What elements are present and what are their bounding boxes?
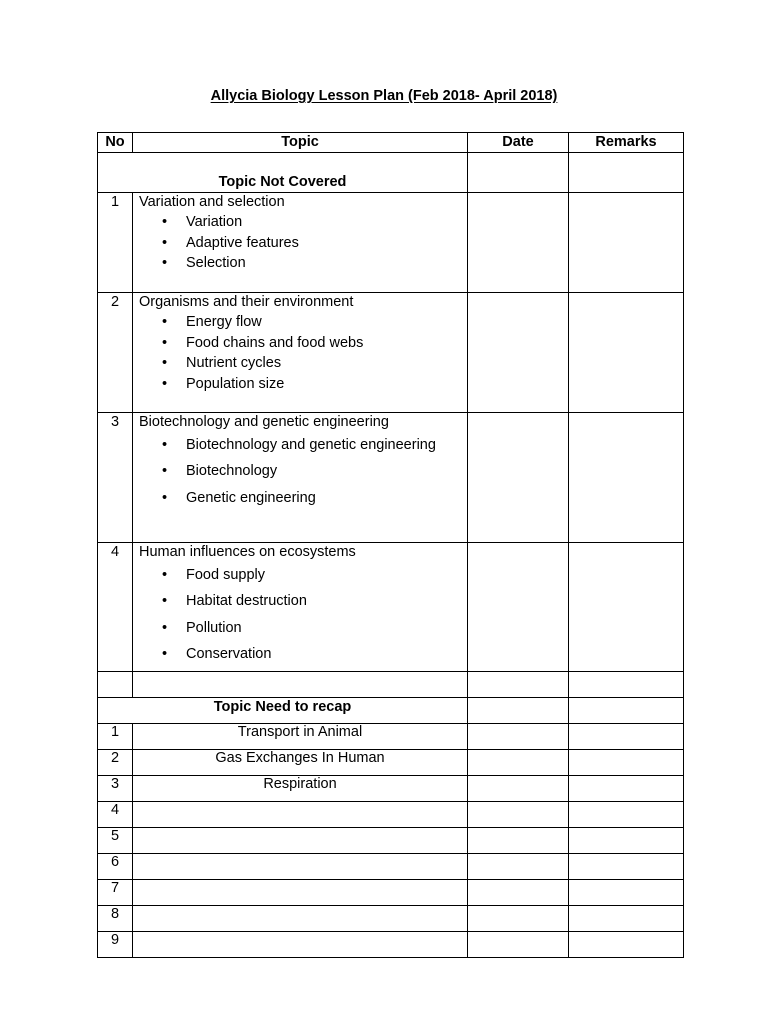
list-item: • Pollution (139, 615, 467, 641)
remarks-cell[interactable] (569, 828, 684, 854)
list-item: • Selection (139, 253, 467, 274)
remarks-cell[interactable] (569, 543, 684, 672)
topic-cell (133, 293, 468, 413)
row-number: 3 (98, 413, 133, 543)
remarks-cell[interactable] (569, 413, 684, 543)
remarks-cell[interactable] (569, 193, 684, 293)
date-cell[interactable] (468, 802, 569, 828)
date-cell[interactable] (468, 854, 569, 880)
lesson-plan-table (97, 132, 684, 958)
date-cell[interactable] (468, 828, 569, 854)
date-cell[interactable] (468, 750, 569, 776)
list-item: • Food supply (139, 562, 467, 588)
topic-cell[interactable] (133, 802, 468, 828)
list-item: • Population size (139, 374, 467, 395)
table-row (98, 543, 684, 672)
row-number: 1 (98, 193, 133, 293)
subtopic-list (139, 212, 467, 274)
date-cell[interactable] (468, 672, 569, 698)
header-date: Date (468, 133, 569, 153)
section-recap-label: Topic Need to recap (98, 698, 468, 724)
date-cell[interactable] (468, 193, 569, 293)
subtopic-list (139, 562, 467, 667)
header-row (98, 133, 684, 153)
topic-cell[interactable]: Gas Exchanges In Human (133, 750, 468, 776)
row-number: 1 (98, 724, 133, 750)
table-row (98, 293, 684, 413)
list-item: • Variation (139, 212, 467, 233)
row-number (98, 672, 133, 698)
list-item: • Conservation (139, 641, 467, 667)
date-cell[interactable] (468, 880, 569, 906)
table-row (98, 750, 684, 776)
remarks-cell[interactable] (569, 880, 684, 906)
topic-title: Biotechnology and genetic engineering (139, 414, 389, 430)
remarks-cell[interactable] (569, 698, 684, 724)
remarks-cell[interactable] (569, 854, 684, 880)
topic-title: Human influences on ecosystems (139, 544, 356, 560)
remarks-cell[interactable] (569, 724, 684, 750)
header-no: No (98, 133, 133, 153)
row-number: 4 (98, 543, 133, 672)
list-item: • Adaptive features (139, 233, 467, 254)
list-item: • Biotechnology (139, 458, 467, 484)
remarks-cell[interactable] (569, 750, 684, 776)
remarks-cell[interactable] (569, 932, 684, 958)
topic-cell (133, 413, 468, 543)
list-item: • Habitat destruction (139, 588, 467, 614)
topic-cell[interactable] (133, 672, 468, 698)
table-row (98, 724, 684, 750)
section-not-covered-row (98, 153, 684, 193)
topic-cell[interactable] (133, 932, 468, 958)
remarks-cell[interactable] (569, 672, 684, 698)
row-number: 2 (98, 750, 133, 776)
topic-cell (133, 193, 468, 293)
remarks-cell[interactable] (569, 153, 684, 193)
header-topic: Topic (133, 133, 468, 153)
date-cell[interactable] (468, 932, 569, 958)
list-item: • Genetic engineering (139, 485, 467, 511)
row-number: 3 (98, 776, 133, 802)
remarks-cell[interactable] (569, 776, 684, 802)
table-row (98, 776, 684, 802)
table-row (98, 906, 684, 932)
table-row (98, 413, 684, 543)
topic-cell[interactable] (133, 906, 468, 932)
section-recap-row (98, 698, 684, 724)
table-row (98, 880, 684, 906)
remarks-cell[interactable] (569, 906, 684, 932)
topic-cell (133, 543, 468, 672)
topic-cell[interactable] (133, 828, 468, 854)
topic-cell[interactable] (133, 854, 468, 880)
date-cell[interactable] (468, 776, 569, 802)
row-number: 4 (98, 802, 133, 828)
table-row (98, 802, 684, 828)
list-item: • Energy flow (139, 312, 467, 333)
topic-cell[interactable] (133, 880, 468, 906)
list-item: • Food chains and food webs (139, 333, 467, 354)
subtopic-list (139, 432, 467, 511)
row-number: 2 (98, 293, 133, 413)
table-row (98, 828, 684, 854)
date-cell[interactable] (468, 724, 569, 750)
list-item: • Nutrient cycles (139, 353, 467, 374)
table-row (98, 854, 684, 880)
date-cell[interactable] (468, 906, 569, 932)
document-title: Allycia Biology Lesson Plan (Feb 2018- April 2018) (210, 88, 558, 104)
topic-title: Organisms and their environment (139, 294, 354, 310)
row-number: 6 (98, 854, 133, 880)
section-not-covered-label: Topic Not Covered (98, 153, 468, 193)
subtopic-list (139, 312, 467, 394)
row-number: 9 (98, 932, 133, 958)
list-item: • Biotechnology and genetic engineering (139, 432, 467, 458)
topic-cell[interactable]: Respiration (133, 776, 468, 802)
row-number: 5 (98, 828, 133, 854)
table-row (98, 932, 684, 958)
topic-title: Variation and selection (139, 194, 285, 210)
date-cell[interactable] (468, 293, 569, 413)
empty-row (98, 672, 684, 698)
date-cell[interactable] (468, 413, 569, 543)
remarks-cell[interactable] (569, 802, 684, 828)
row-number: 8 (98, 906, 133, 932)
topic-cell[interactable]: Transport in Animal (133, 724, 468, 750)
header-remarks: Remarks (569, 133, 684, 153)
date-cell[interactable] (468, 543, 569, 672)
row-number: 7 (98, 880, 133, 906)
table-row (98, 193, 684, 293)
date-cell[interactable] (468, 698, 569, 724)
date-cell[interactable] (468, 153, 569, 193)
remarks-cell[interactable] (569, 293, 684, 413)
